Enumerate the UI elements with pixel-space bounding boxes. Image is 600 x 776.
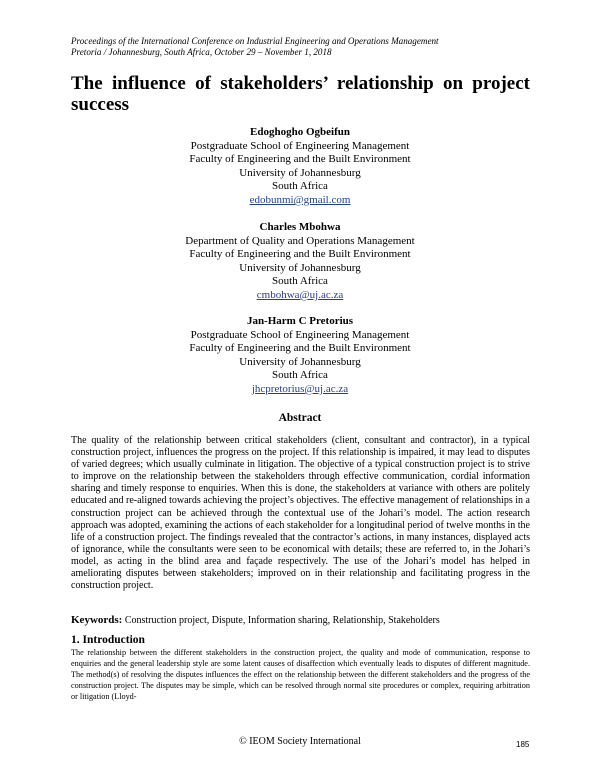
author-block-3 [0,315,600,397]
proceedings-location: Pretoria / Johannesburg, South Africa, October 29 – November 1, 2018 [71,47,332,57]
author-dept: Department of Quality and Operations Management [185,234,415,247]
author-faculty: Faculty of Engineering and the Built Environment [189,248,411,261]
author-email-link[interactable]: jhcpretorius@uj.ac.za [251,382,349,395]
author-block-2 [0,221,600,303]
author-university: University of Johannesburg [239,355,361,368]
keywords-label: Keywords: [71,614,123,626]
proceedings-header [71,36,541,58]
author-name: Edoghogho Ogbeifun [250,126,350,138]
abstract-heading: Abstract [278,412,322,424]
paper-title: The influence of stakeholders’ relationship on project success [71,73,530,115]
author-faculty: Faculty of Engineering and the Built Environment [189,153,411,166]
proceedings-title: Proceedings of the International Conference on Industrial Engineering and Operations Management [71,36,439,46]
author-country: South Africa [272,275,328,288]
author-block-1 [0,126,600,208]
keywords [71,614,530,627]
author-dept: Postgraduate School of Engineering Management [190,139,410,152]
author-name: Charles Mbohwa [259,221,341,233]
keywords-text: Construction project, Dispute, Information sharing, Relationship, Stakeholders [122,615,440,626]
introduction-text: The relationship between the different stakeholders in the construction project, the quality and mode of communication, response to enquiries and the general leadership style are some latent causes of disaffection which eventually leads to disputes of different magnitude. The method(s) of resolving the disputes influences the effect on the relationship between the different stakeholders and the progress of the construction project. The disputes may be simple, which can be resolved through normal site procedures or complex, requiring arbitration or litigation (Lloyd- [71,648,530,701]
author-dept: Postgraduate School of Engineering Management [190,328,410,341]
author-university: University of Johannesburg [239,166,361,179]
author-faculty: Faculty of Engineering and the Built Environment [189,342,411,355]
author-name: Jan-Harm C Pretorius [246,315,354,327]
author-email-link[interactable]: edobunmi@gmail.com [249,193,351,206]
page-number: 185 [516,740,530,749]
author-email-link[interactable]: cmbohwa@uj.ac.za [256,288,344,301]
section-heading-introduction: 1. Introduction [71,634,145,646]
author-university: University of Johannesburg [239,261,361,274]
author-country: South Africa [272,180,328,193]
footer-copyright: © IEOM Society International [239,736,361,747]
abstract-text: The quality of the relationship between critical stakeholders (client, consultant and contractor), in a typical construction project, influences the progress on the project. If this relationship is impaired, it may lead to disputes of varied degrees; which usually culminate in litigation. The objective of a typical construction project is to strive to improve on the relationship between the stakeholders through effective communication, cordial information sharing and timely response to enquiries. When this is done, the stakeholders at variance with others are politely educated and re-aligned towards achieving the project’s objectives. The effective management of relationships in a construction project can be achieved through the contextual use of the Johari’s model. The action research approach was adopted, examining the actions of each stakeholder for a longitudinal period of twelve months in the life of a construction project. The findings revealed that the contractor’s actions, in many instances, displayed acts of ignorance, while the consultants were seen to be economical with details; these are referred to, in the Johari’s model, as acting in the blind area and façade respectively. The use of the Johari’s model has helped in ameliorating disputes between stakeholders; improved on in their relationship and facilitating progress in the construction project. [71,435,530,592]
author-country: South Africa [272,369,328,382]
